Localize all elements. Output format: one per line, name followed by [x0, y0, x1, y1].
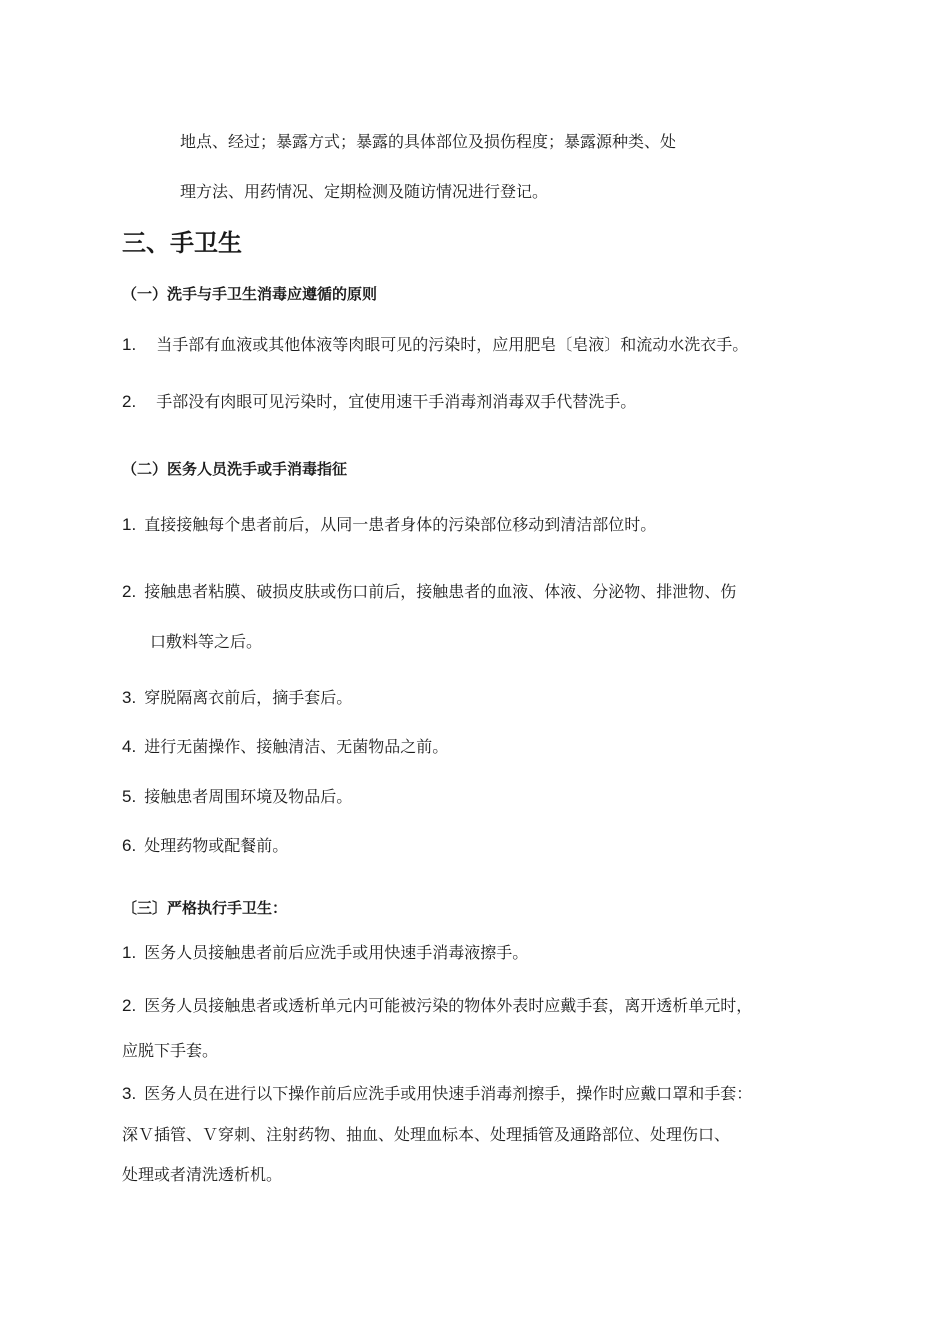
list-item — [122, 942, 528, 964]
item-text: 手部没有肉眼可见污染时，宜使用速干手消毒剂消毒双手代替洗手。 — [156, 392, 637, 411]
list-item — [122, 995, 752, 1017]
item-text-continued: 应脱下手套。 — [122, 1041, 219, 1060]
item-number: 2. — [122, 582, 137, 601]
item-text: 当手部有血液或其他体液等肉眼可见的污染时，应用肥皂〔皂液〕和流动水洗衣手。 — [156, 335, 749, 354]
part3-title: 〔三〕严格执行手卫生： — [122, 899, 288, 917]
item-number: 6. — [122, 836, 137, 855]
list-item — [122, 736, 448, 758]
item-text: 进行无菌操作、接触清洁、无菌物品之前。 — [144, 737, 449, 756]
item-text: 接触患者粘膜、破损皮肤或伤口前后，接触患者的血液、体液、分泌物、排泄物、伤 — [144, 582, 737, 601]
item-number: 2. — [122, 392, 137, 411]
item-number: 1. — [122, 515, 137, 534]
item-number: 1. — [122, 335, 137, 354]
item-number: 5. — [122, 787, 137, 806]
list-item — [122, 391, 636, 413]
item-text: 医务人员接触患者或透析单元内可能被污染的物体外表时应戴手套，离开透析单元时， — [144, 996, 753, 1015]
part2-title: （二）医务人员洗手或手消毒指征 — [122, 460, 348, 478]
item-text-continued: 深Ｖ插管、Ｖ穿刺、注射药物、抽血、处理血标本、处理插管及通路部位、处理伤口、 — [122, 1125, 731, 1144]
list-item — [122, 581, 736, 603]
list-item — [122, 835, 288, 857]
item-number: 4. — [122, 737, 137, 756]
list-item — [122, 687, 352, 709]
item-text: 接触患者周围环境及物品后。 — [144, 787, 353, 806]
item-text: 直接接触每个患者前后，从同一患者身体的污染部位移动到清洁部位时。 — [144, 515, 657, 534]
part1-title: （一）洗手与手卫生消毒应遵循的原则 — [122, 285, 378, 303]
list-item — [122, 1083, 752, 1105]
item-text-continued: 口敷料等之后。 — [150, 632, 263, 651]
list-item — [122, 334, 748, 356]
item-text: 医务人员接触患者前后应洗手或用快速手消毒液擦手。 — [144, 943, 529, 962]
intro-line-1: 地点、经过；暴露方式；暴露的具体部位及损伤程度；暴露源种类、处 — [180, 132, 677, 151]
list-item — [122, 514, 656, 536]
item-text: 处理药物或配餐前。 — [144, 836, 289, 855]
item-text-continued: 处理或者清洗透析机。 — [122, 1165, 283, 1184]
item-text: 医务人员在进行以下操作前后应洗手或用快速手消毒剂擦手，操作时应戴口罩和手套： — [144, 1084, 753, 1103]
intro-line-2: 理方法、用药情况、定期检测及随访情况进行登记。 — [180, 182, 549, 201]
item-number: 3. — [122, 688, 137, 707]
item-number: 3. — [122, 1084, 137, 1103]
section-title: 三、手卫生 — [122, 229, 242, 257]
item-text: 穿脱隔离衣前后，摘手套后。 — [144, 688, 353, 707]
item-number: 2. — [122, 996, 137, 1015]
list-item — [122, 786, 352, 808]
item-number: 1. — [122, 943, 137, 962]
